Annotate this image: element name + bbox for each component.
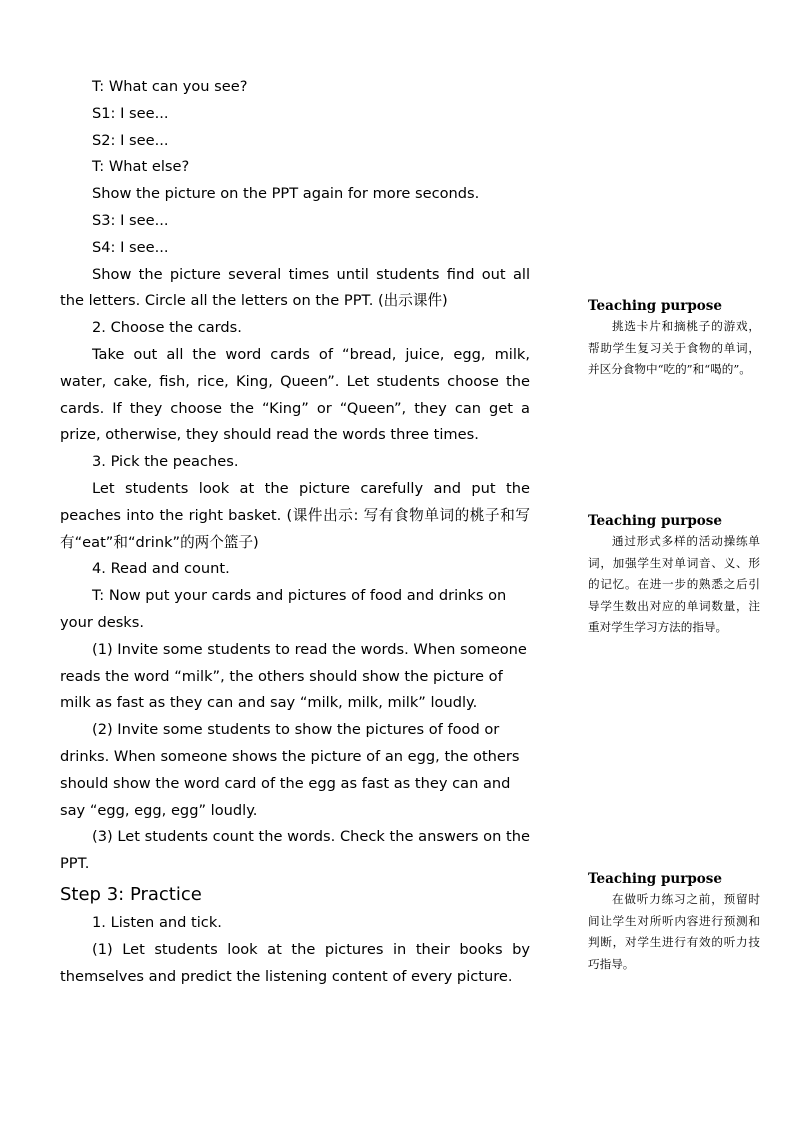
teaching-purpose-note [588, 296, 760, 381]
teaching-purpose-body: 挑选卡片和摘桃子的游戏，帮助学生复习关于食物的单词，并区分食物中“吃的”和“喝的”。 [588, 319, 760, 376]
teaching-purpose-body: 在做听力练习之前，预留时间让学生对所听内容进行预测和判断，对学生进行有效的听力技巧指导。 [588, 892, 760, 971]
instruction-paragraph: Show the picture several times until students find out all the letters. Circle all the letters on the PPT. (出示课件) [60, 265, 530, 310]
activity-heading: 2. Choose the cards. [92, 319, 242, 337]
instruction-paragraph: (1) Let students look at the pictures in their books by themselves and predict the listening content of every picture. [60, 940, 530, 985]
dialogue-line: S2: I see... [92, 131, 169, 149]
lesson-plan-main [60, 74, 530, 990]
dialogue-line: T: What else? [92, 158, 190, 176]
instruction-paragraph: Take out all the word cards of “bread, juice, egg, milk, water, cake, fish, rice, King, Queen”. Let students choose the cards. If they choose the “King” or “Queen”, they can get a prize, otherwise, they should read the words three times. [60, 345, 530, 444]
instruction-paragraph: (1) Invite some students to read the words. When someone reads the word “milk”, the others should show the picture of milk as fast as they can and say “milk, milk, milk” loudly. [60, 640, 527, 712]
teaching-purpose-title: Teaching purpose [588, 513, 722, 529]
instruction-paragraph: (2) Invite some students to show the pictures of food or drinks. When someone shows the picture of an egg, the others should show the word card of the egg as fast as they can and say “egg, egg, egg” loudly. [60, 721, 520, 819]
dialogue-line: T: What can you see? [92, 78, 248, 95]
instruction-paragraph: T: Now put your cards and pictures of food and drinks on your desks. [60, 587, 507, 631]
dialogue-line: S4: I see... [92, 238, 169, 256]
teaching-purpose-title: Teaching purpose [588, 871, 722, 887]
dialogue-line: S1: I see... [92, 104, 169, 122]
step-heading: Step 3: Practice [60, 883, 202, 905]
teaching-purpose-title: Teaching purpose [588, 298, 722, 314]
teaching-purpose-body: 通过形式多样的活动操练单词，加强学生对单词音、义、形的记忆。在进一步的熟悉之后引导学生数出对应的单词数量，注重对学生学习方法的指导。 [588, 534, 760, 634]
instruction-line: Show the picture on the PPT again for more seconds. [92, 185, 480, 203]
activity-heading: 1. Listen and tick. [92, 913, 222, 931]
dialogue-line: S3: I see... [92, 211, 169, 229]
instruction-paragraph: Let students look at the picture carefully and put the peaches into the right basket. (课件出示: 写有食物单词的桃子和写有“eat”和“drink”的两个篮子) [60, 479, 530, 551]
teaching-purpose-note [588, 511, 760, 639]
activity-heading: 4. Read and count. [92, 560, 230, 578]
instruction-paragraph: (3) Let students count the words. Check the answers on the PPT. [60, 828, 530, 873]
teaching-purpose-note [588, 869, 760, 975]
activity-heading: 3. Pick the peaches. [92, 453, 239, 471]
